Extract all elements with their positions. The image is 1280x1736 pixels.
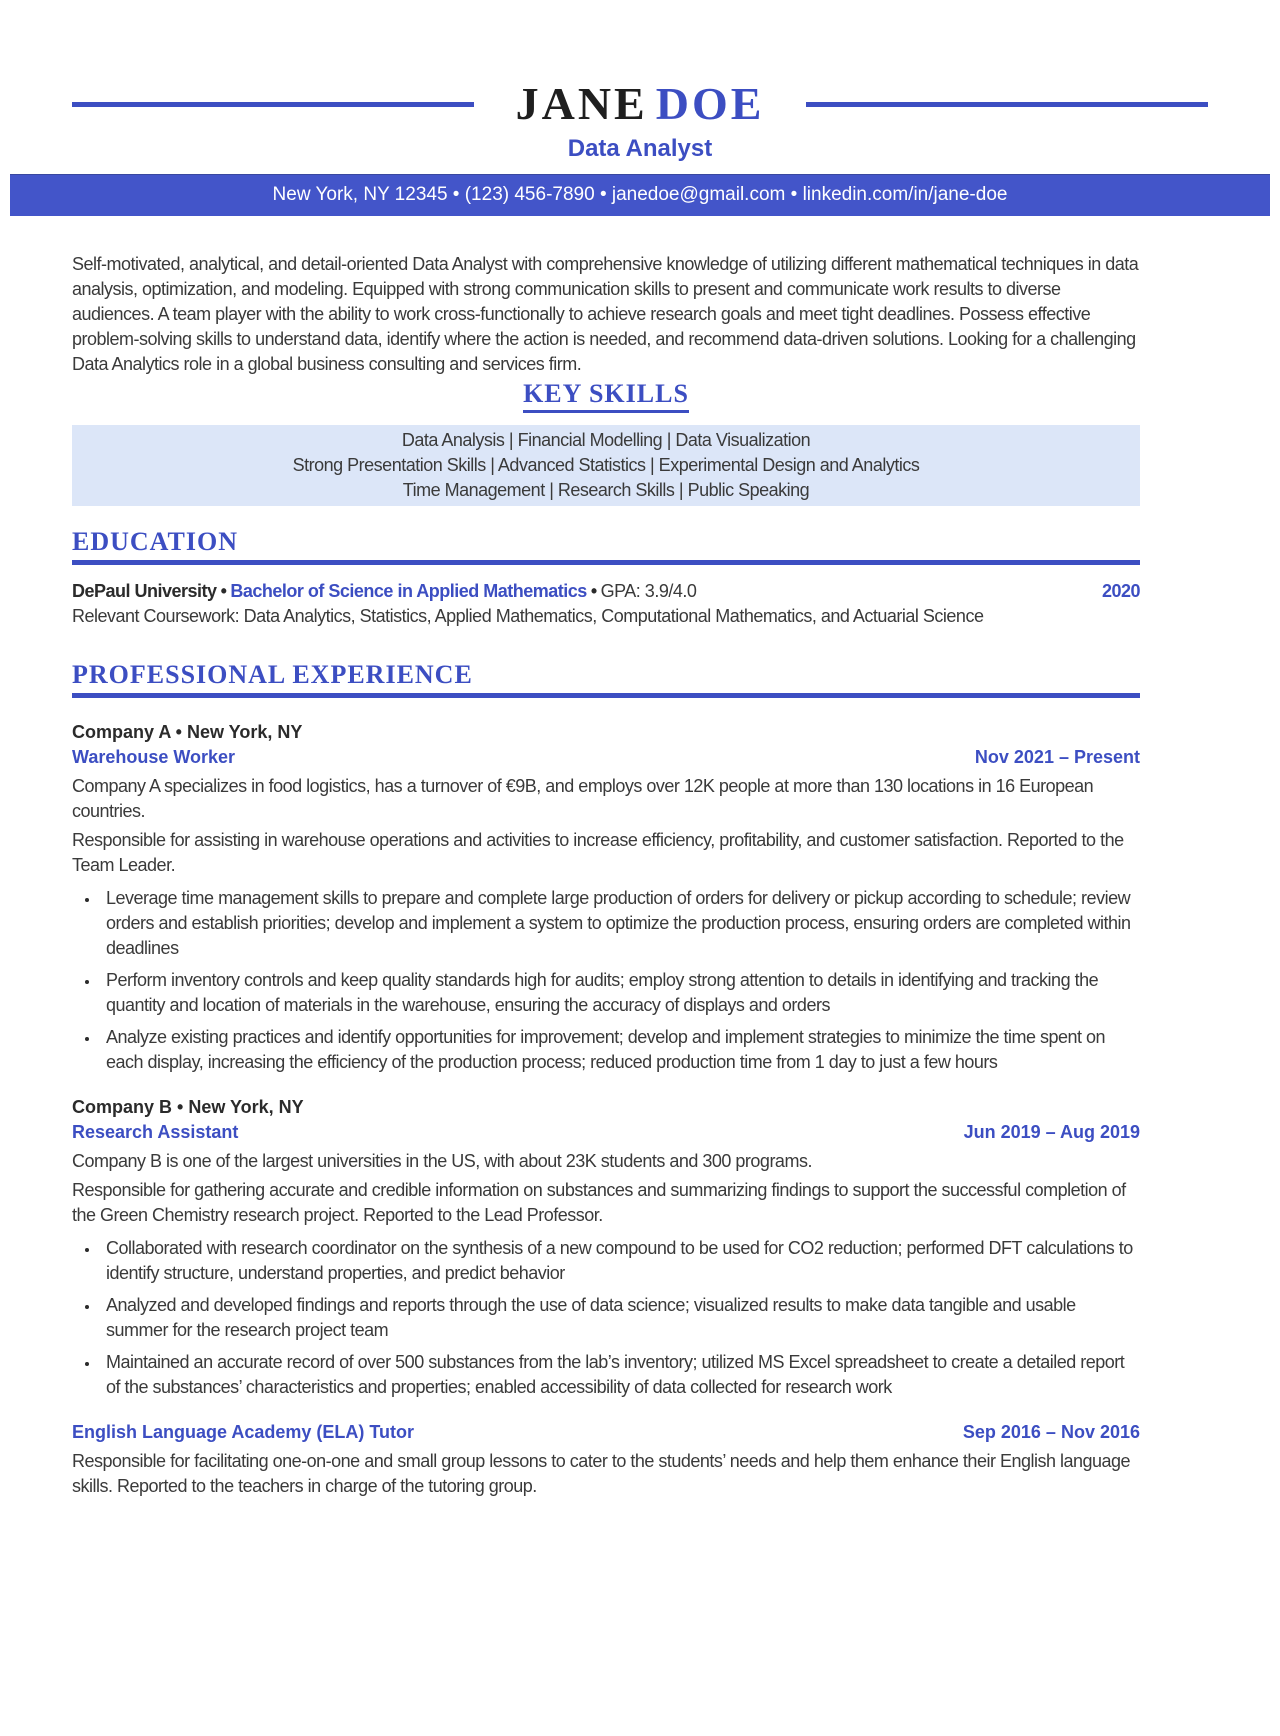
last-name: DOE <box>655 78 765 129</box>
education-coursework: Relevant Coursework: Data Analytics, Statistics, Applied Mathematics, Computational Mathematics, and Actuarial Science <box>72 606 984 626</box>
first-name: JANE <box>515 78 648 129</box>
role-row <box>72 1120 1140 1145</box>
role-title: Warehouse Worker <box>72 747 236 767</box>
summary-paragraph: Self-motivated, analytical, and detail-oriented Data Analyst with comprehensive knowledge of utilizing different mathematical techniques in data analysis, optimization, and modeling. Equipped with strong communication skills to present and communicate work results to diverse audiences. A team player with the ability to work cross-functionally to achieve research goals and meet tight deadlines. Possess effective problem-solving skills to understand data, identify where the action is needed, and recommend data-driven solutions. Looking for a challenging Data Analytics role in a global business consulting and services firm. <box>72 254 1139 374</box>
education-heading-rule <box>72 560 1140 565</box>
job-title: Data Analyst <box>567 135 713 162</box>
company-line: Company B • New York, NY <box>72 1097 304 1117</box>
role-title: English Language Academy (ELA) Tutor <box>72 1422 415 1442</box>
skills-line: Data Analysis | Financial Modelling | Data Visualization <box>401 430 811 450</box>
bullet-item: • Leverage time management skills to prepare and complete large production of orders for delivery or pickup according to schedule; review orders and establish priorities; develop and implement a system to optimize the production process, ensuring orders are completed within deadlines <box>100 886 1140 961</box>
education-section <box>72 528 1140 629</box>
job-bullet-list <box>72 886 1140 1075</box>
job-entry-company-b <box>72 1095 1140 1400</box>
resume-page <box>0 80 1280 1499</box>
education-year: 2020 <box>1101 581 1140 601</box>
contact-bar <box>10 174 1270 216</box>
role-title: Research Assistant <box>72 1122 239 1142</box>
role-row <box>72 1420 1140 1445</box>
bullet-item: • Perform inventory controls and keep quality standards high for audits; employ strong attention to details in identifying and tracking the quantity and location of materials in the warehouse, ensuring the accuracy of displays and orders <box>100 968 1140 1018</box>
company-line: Company A • New York, NY <box>72 722 303 742</box>
person-name <box>516 80 765 128</box>
skills-line: Time Management | Research Skills | Public Speaking <box>402 480 810 500</box>
header-rule-right <box>806 102 1208 107</box>
experience-heading: PROFESSIONAL EXPERIENCE <box>72 660 473 689</box>
school-name: DePaul University <box>72 581 217 601</box>
key-skills-heading-row <box>72 379 1140 413</box>
date-range: Sep 2016 – Nov 2016 <box>962 1422 1140 1442</box>
job-bullet-list <box>72 1236 1140 1400</box>
key-skills-heading: KEY SKILLS <box>523 379 689 413</box>
date-range: Jun 2019 – Aug 2019 <box>963 1122 1140 1142</box>
bullet-item: • Collaborated with research coordinator on the synthesis of a new compound to be used for CO2 reduction; performed DFT calculations to identify structure, understand properties, and predict behavior <box>100 1236 1140 1286</box>
education-entry <box>72 579 1140 604</box>
degree-name: Bachelor of Science in Applied Mathematics <box>230 581 587 601</box>
role-row <box>72 745 1140 770</box>
education-details <box>72 579 696 604</box>
bullet-item: • Maintained an accurate record of over 500 substances from the lab’s inventory; utilized MS Excel spreadsheet to create a detailed report of the substances’ characteristics and properties; enabled accessibility of data collected for research work <box>100 1350 1140 1400</box>
job-paragraph: Responsible for facilitating one-on-one and small group lessons to cater to the students’ needs and help them enhance their English language skills. Reported to the teachers in charge of the tutoring group. <box>72 1451 1131 1496</box>
header-rule-left <box>72 102 474 107</box>
job-paragraph: Company A specializes in food logistics, has a turnover of €9B, and employs over 12K people at more than 130 locations in 16 European countries. <box>72 776 1094 821</box>
skills-box <box>72 425 1140 506</box>
job-entry-ela-tutor <box>72 1420 1140 1499</box>
resume-header <box>0 80 1280 216</box>
bullet-item: • Analyzed and developed findings and reports through the use of data science; visualized results to make data tangible and usable summer for the research project team <box>100 1293 1140 1343</box>
key-skills-section <box>72 379 1140 506</box>
gpa-value: GPA: 3.9/4.0 <box>600 581 697 601</box>
skills-line: Strong Presentation Skills | Advanced Statistics | Experimental Design and Analytics <box>292 455 920 475</box>
job-paragraph: Responsible for gathering accurate and credible information on substances and summarizing findings to support the successful completion of the Green Chemistry research project. Reported to the Lead Professor. <box>72 1180 1126 1225</box>
separator-dot: • <box>590 581 597 601</box>
job-entry-company-a <box>72 720 1140 1075</box>
separator-dot: • <box>220 581 227 601</box>
experience-section <box>72 661 1140 1499</box>
date-range: Nov 2021 – Present <box>974 747 1140 767</box>
name-row <box>72 80 1208 128</box>
contact-text: New York, NY 12345 • (123) 456-7890 • janedoe@gmail.com • linkedin.com/in/jane-doe <box>272 184 1008 205</box>
experience-heading-rule <box>72 693 1140 698</box>
job-paragraph: Responsible for assisting in warehouse operations and activities to increase efficiency, profitability, and customer satisfaction. Reported to the Team Leader. <box>72 830 1124 875</box>
education-heading: EDUCATION <box>72 527 238 556</box>
job-paragraph: Company B is one of the largest universities in the US, with about 23K students and 300 programs. <box>72 1151 812 1171</box>
bullet-item: • Analyze existing practices and identify opportunities for improvement; develop and implement strategies to minimize the time spent on each display, increasing the efficiency of the production process; reduced production time from 1 day to just a few hours <box>100 1025 1140 1075</box>
